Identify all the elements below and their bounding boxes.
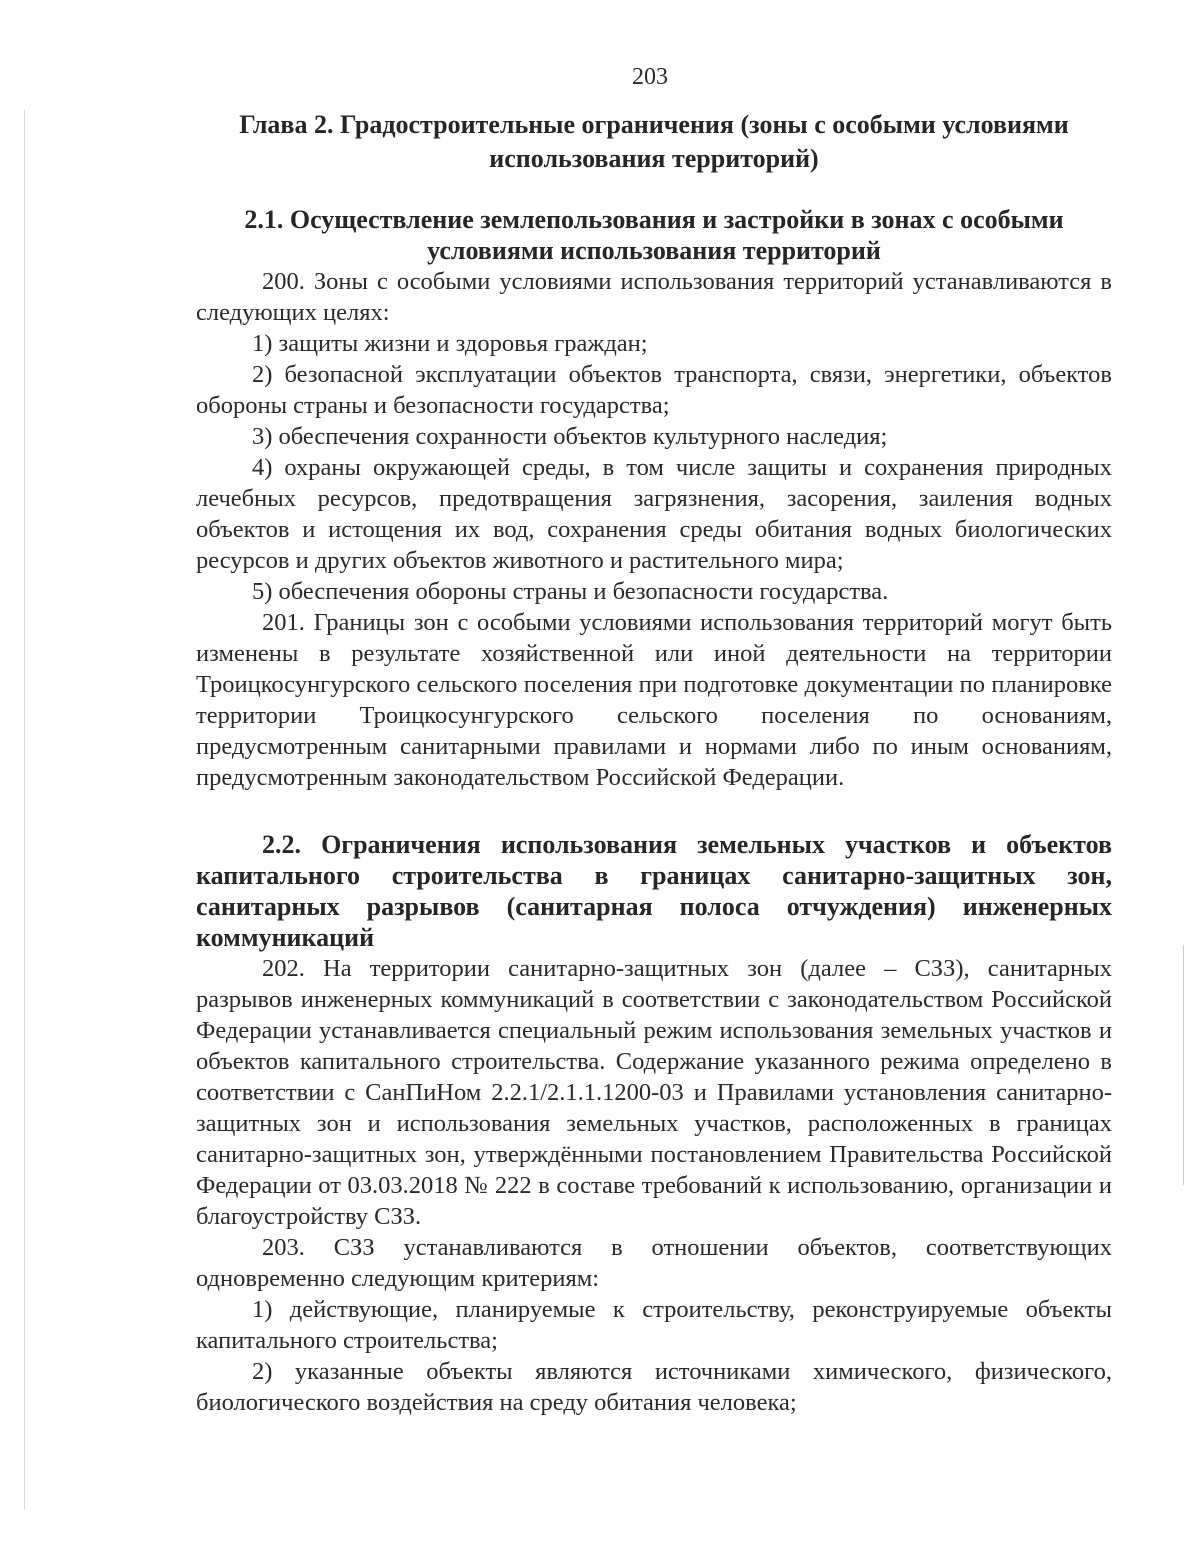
paragraph-202: 202. На территории санитарно-защитных зон (далее – СЗЗ), санитарных разрывов инженерных коммуникаций в соответствии с законодательством Российской Федерации устанавливается специальный режим использования земельных участков и объектов капитального строительства. Содержание указанного режима определено в соответствии с СанПиНом 2.2.1/2.1.1.1200-03 и Правилами установления санитарно-защитных зон и использования земельных участков, расположенных в границах санитарно-защитных зон, утверждёнными постановлением Правительства Российской Федерации от 03.03.2018 № 222 в составе требований к использованию, организации и благоустройству СЗЗ.: [196, 955, 1112, 1230]
list-item: 4) охраны окружающей среды, в том числе защиты и сохранения природных лечебных ресурсов, предотвращения загрязнения, засорения, заиления водных объектов и истощения их вод, сохранения среды обитания водных биологических ресурсов и других объектов животного и растительного мира;: [196, 454, 1112, 574]
chapter-title: Глава 2. Градостроительные ограничения (зоны с особыми условиями использования территорий): [239, 110, 1069, 173]
section-2-2-title: 2.2. Ограничения использования земельных участков и объектов капитального строительства в границах санитарно-защитных зон, санитарных разрывов (санитарная полоса отчуждения) инженерных коммуникаций: [196, 830, 1112, 952]
paragraph-200: 200. Зоны с особыми условиями использования территорий устанавливаются в следующих целях:: [196, 268, 1112, 326]
list-item: 1) действующие, планируемые к строительству, реконструируемые объекты капитального строительства;: [196, 1296, 1112, 1354]
scan-edge-line-left: [24, 110, 25, 1510]
scan-edge-line-right: [1183, 945, 1184, 1185]
paragraph-201: 201. Границы зон с особыми условиями использования территорий могут быть изменены в результате хозяйственной или иной деятельности на территории Троицкосунгурского сельского поселения при подготовке документации по планировке территории Троицкосунгурского сельского поселения по основаниям, предусмотренным санитарными правилами и нормами либо по иным основаниям, предусмотренным законодательством Российской Федерации.: [196, 609, 1112, 791]
list-item: 3) обеспечения сохранности объектов культурного наследия;: [252, 423, 888, 450]
list-item: 1) защиты жизни и здоровья граждан;: [252, 330, 648, 357]
list-item: 5) обеспечения обороны страны и безопасности государства.: [252, 578, 889, 605]
list-item: 2) указанные объекты являются источниками химического, физического, биологического воздействия на среду обитания человека;: [196, 1358, 1112, 1416]
list-item: 2) безопасной эксплуатации объектов транспорта, связи, энергетики, объектов обороны страны и безопасности государства;: [196, 361, 1112, 419]
document-body: [196, 108, 1112, 1418]
paragraph-203: 203. СЗЗ устанавливаются в отношении объектов, соответствующих одновременно следующим критериям:: [196, 1234, 1112, 1292]
page-number: 203: [632, 64, 668, 90]
section-2-1-title: 2.1. Осуществление землепользования и застройки в зонах с особыми условиями использования территорий: [244, 205, 1064, 265]
